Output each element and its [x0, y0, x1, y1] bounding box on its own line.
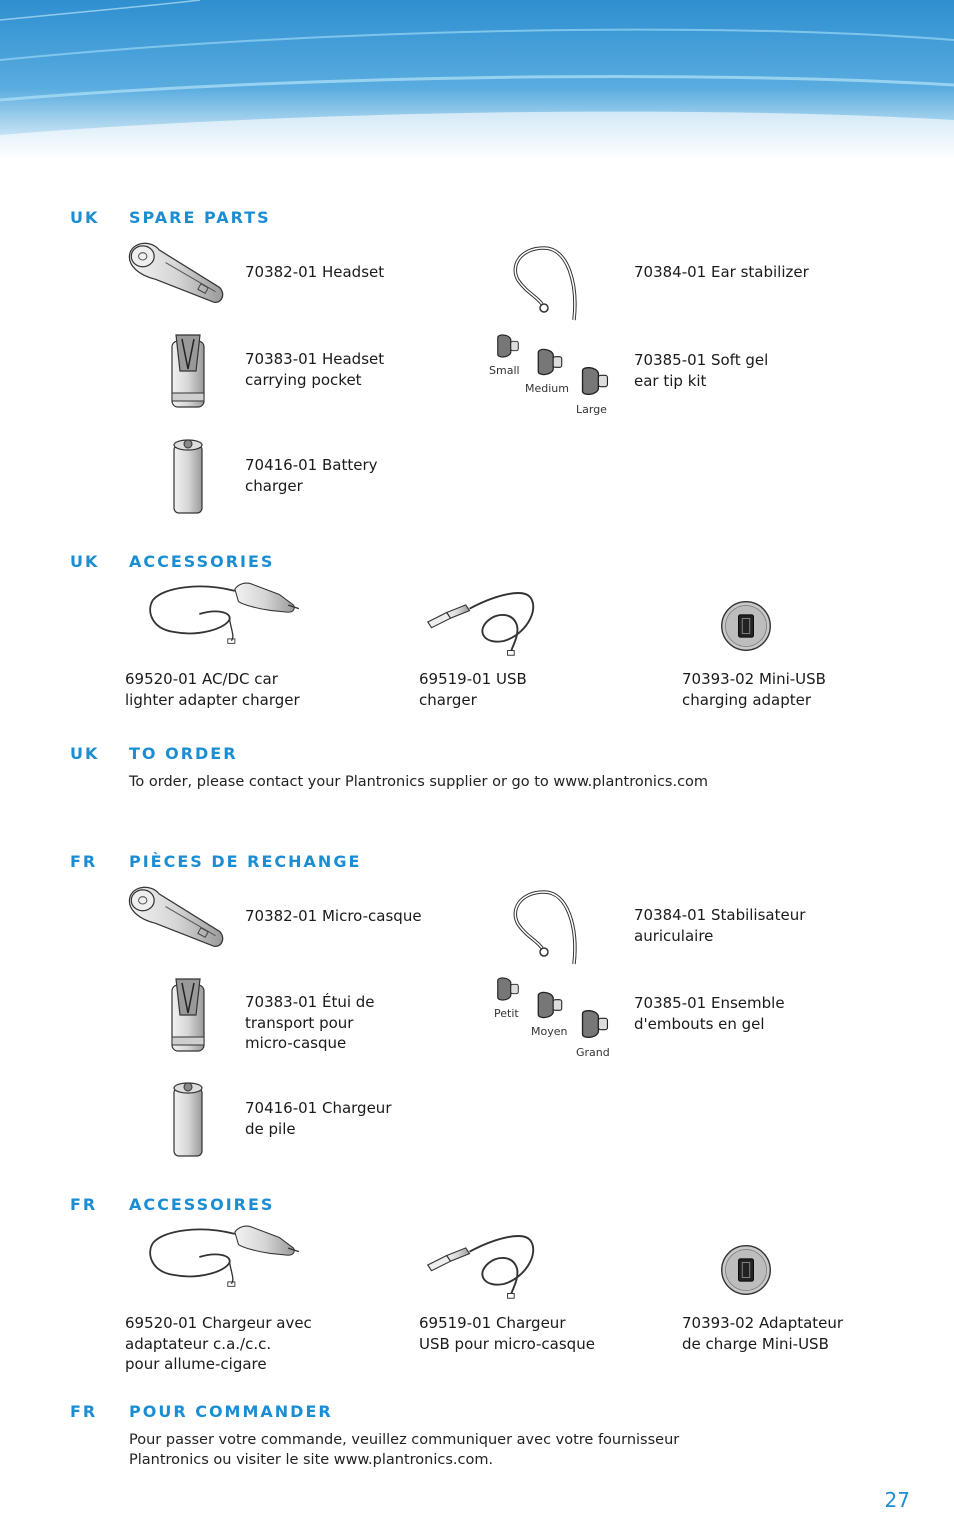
- ear-tip-large-illustration: [578, 364, 612, 398]
- uk-accessories-heading: UK ACCESSORIES: [70, 552, 275, 571]
- battery-charger-illustration-fr: [168, 1077, 208, 1159]
- ear-tip-large-illustration-fr: [578, 1007, 612, 1041]
- usb-charger-illustration-fr: [414, 1227, 546, 1303]
- uk-to-order-heading: UK TO ORDER: [70, 744, 238, 763]
- mini-usb-adapter-illustration-fr: [718, 1242, 774, 1298]
- usb-charger-label-fr: 69519-01 Chargeur USB pour micro-casque: [419, 1314, 595, 1353]
- ear-stabilizer-illustration-fr: [508, 888, 588, 968]
- size-medium-label-fr: Moyen: [531, 1025, 568, 1038]
- battery-charger-label-fr: 70416-01 Chargeur de pile: [245, 1099, 392, 1138]
- header-banner: [0, 0, 954, 160]
- fr-accessories-heading: FR ACCESSOIRES: [70, 1195, 275, 1214]
- ear-stabilizer-label: 70384-01 Ear stabilizer: [634, 263, 809, 281]
- size-small-label: Small: [489, 364, 520, 377]
- uk-to-order-text: To order, please contact your Plantronics supplier or go to www.plantronics.com: [129, 774, 709, 790]
- car-charger-illustration-fr: [146, 1221, 306, 1293]
- size-small-label-fr: Petit: [494, 1007, 519, 1020]
- carrying-pocket-label-fr: 70383-01 Étui de transport pour micro-casque: [245, 993, 375, 1052]
- usb-charger-illustration: [414, 584, 546, 660]
- usb-charger-label: 69519-01 USB charger: [419, 670, 527, 709]
- size-large-label-fr: Grand: [576, 1046, 610, 1059]
- soft-gel-label: 70385-01 Soft gel ear tip kit: [634, 351, 769, 390]
- carrying-pocket-illustration-fr: [168, 974, 208, 1056]
- mini-usb-label-fr: 70393-02 Adaptateur de charge Mini-USB: [682, 1314, 844, 1353]
- size-large-label: Large: [576, 403, 607, 416]
- battery-charger-label: 70416-01 Battery charger: [245, 456, 378, 495]
- size-medium-label: Medium: [525, 382, 569, 395]
- fr-to-order-heading: FR POUR COMMANDER: [70, 1402, 333, 1421]
- car-charger-label: 69520-01 AC/DC car lighter adapter charger: [125, 670, 300, 709]
- ear-tip-small-illustration: [494, 332, 522, 360]
- ear-stabilizer-illustration: [508, 244, 588, 324]
- headset-illustration-fr: [124, 880, 228, 956]
- ear-stabilizer-label-fr: 70384-01 Stabilisateur auriculaire: [634, 906, 806, 945]
- car-charger-illustration: [146, 578, 306, 650]
- page-number: 27: [884, 1488, 910, 1512]
- battery-charger-illustration: [168, 434, 208, 516]
- soft-gel-label-fr: 70385-01 Ensemble d'embouts en gel: [634, 994, 785, 1033]
- ear-tip-medium-illustration-fr: [534, 989, 566, 1021]
- car-charger-label-fr: 69520-01 Chargeur avec adaptateur c.a./c.c. pour allume-cigare: [125, 1314, 312, 1373]
- headset-illustration: [124, 236, 228, 312]
- uk-spare-parts-heading: UK SPARE PARTS: [70, 208, 271, 227]
- mini-usb-label: 70393-02 Mini-USB charging adapter: [682, 670, 826, 709]
- fr-spare-parts-heading: FR PIÈCES DE RECHANGE: [70, 852, 362, 871]
- mini-usb-adapter-illustration: [718, 598, 774, 654]
- headset-label: 70382-01 Headset: [245, 263, 385, 281]
- headset-label-fr: 70382-01 Micro-casque: [245, 907, 422, 925]
- ear-tip-medium-illustration: [534, 346, 566, 378]
- ear-tip-small-illustration-fr: [494, 975, 522, 1003]
- carrying-pocket-illustration: [168, 330, 208, 412]
- carrying-pocket-label: 70383-01 Headset carrying pocket: [245, 350, 385, 389]
- fr-to-order-text: Pour passer votre commande, veuillez communiquer avec votre fournisseur Plantronics ou visiter le site www.plantronics.com.: [129, 1432, 680, 1468]
